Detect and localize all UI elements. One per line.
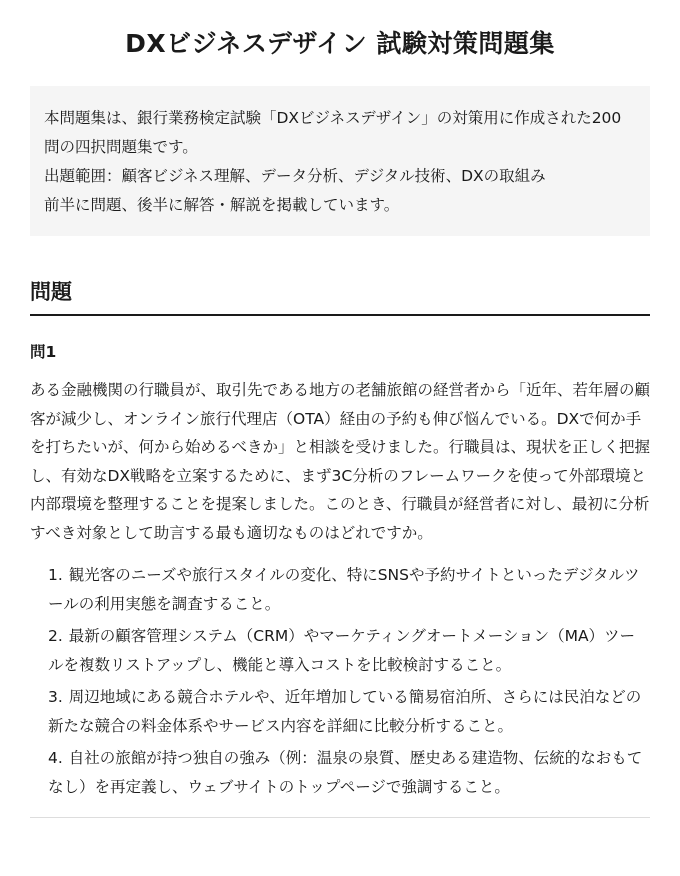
choice-text: 周辺地域にある競合ホテルや、近年増加している簡易宿泊所、さらには民泊などの新たな競合の料金体系やサービス内容を詳細に比較分析すること。 bbox=[48, 688, 642, 735]
choice-text: 最新の顧客管理システム（CRM）やマーケティングオートメーション（MA）ツールを複数リストアップし、機能と導入コストを比較検討すること。 bbox=[48, 627, 636, 674]
intro-line-1: 本問題集は、銀行業務検定試験「DXビジネスデザイン」の対策用に作成された200問の四択問題集です。 bbox=[44, 109, 622, 156]
question-text: ある金融機関の行職員が、取引先である地方の老舗旅館の経営者から「近年、若年層の顧客が減少し、オンライン旅行代理店（OTA）経由の予約も伸び悩んでいる。DXで何か手を打ちたいが、何から始めるべきか」と相談を受けました。行職員は、現状を正しく把握し、有効なDX戦略を立案するために、まず3C分析のフレームワークを使って外部環境と内部環境を整理することを提案しました。このとき、行職員が経営者に対し、最初に分析すべき対象として助言する最も適切なものはどれですか。 bbox=[30, 381, 651, 542]
choice-item bbox=[48, 561, 650, 618]
choice-item bbox=[48, 622, 650, 679]
choice-item bbox=[48, 744, 650, 801]
choice-number: 1. bbox=[48, 566, 63, 584]
choice-list bbox=[30, 561, 650, 801]
document-page bbox=[30, 0, 650, 818]
choice-text: 観光客のニーズや旅行スタイルの変化、特にSNSや予約サイトといったデジタルツールの利用実態を調査すること。 bbox=[48, 566, 640, 613]
choice-text: 自社の旅館が持つ独自の強み（例：温泉の泉質、歴史ある建造物、伝統的なおもてなし）を再定義し、ウェブサイトのトップページで強調すること。 bbox=[48, 749, 643, 796]
intro-line-2: 出題範囲：顧客ビジネス理解、データ分析、デジタル技術、DXの取組み bbox=[44, 167, 546, 185]
intro-box bbox=[30, 86, 650, 236]
intro-line-3: 前半に問題、後半に解答・解説を掲載しています。 bbox=[44, 196, 400, 214]
section-heading: 問題 bbox=[30, 276, 650, 316]
choice-item bbox=[48, 683, 650, 740]
bottom-divider bbox=[30, 817, 650, 818]
choice-number: 2. bbox=[48, 627, 63, 645]
document-title: DXビジネスデザイン 試験対策問題集 bbox=[125, 29, 555, 58]
choice-number: 3. bbox=[48, 688, 63, 706]
question-number: 問1 bbox=[30, 343, 57, 361]
choice-number: 4. bbox=[48, 749, 63, 767]
